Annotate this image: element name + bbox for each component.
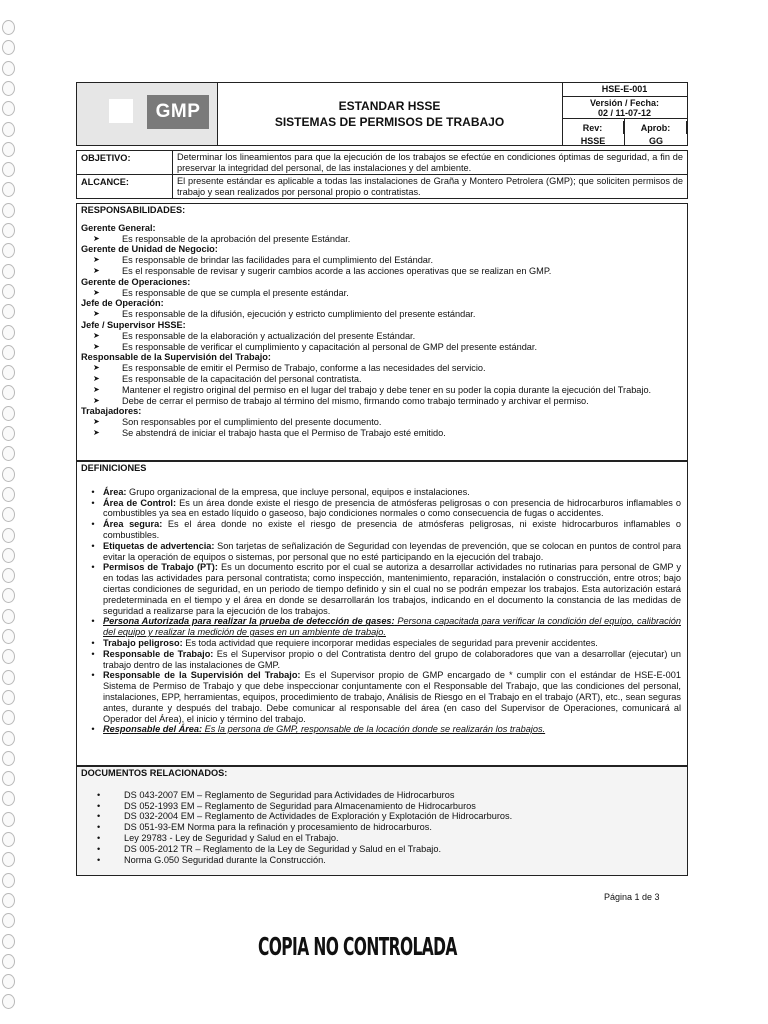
binder-ring-icon bbox=[2, 122, 15, 137]
binder-ring-icon bbox=[2, 426, 15, 441]
binder-rings bbox=[2, 20, 16, 1020]
binder-ring-icon bbox=[2, 487, 15, 502]
version-cell bbox=[562, 97, 687, 119]
definition-term: Etiquetas de advertencia: bbox=[103, 540, 215, 551]
binder-ring-icon bbox=[2, 264, 15, 279]
binder-ring-icon bbox=[2, 731, 15, 746]
title-line-2: SISTEMAS DE PERMISOS DE TRABAJO bbox=[274, 115, 505, 129]
page-number: Página 1 de 3 bbox=[604, 892, 660, 902]
bullet-icon: • bbox=[91, 670, 95, 681]
aprob-label: Aprob: bbox=[625, 121, 687, 134]
binder-ring-icon bbox=[2, 812, 15, 827]
rev-value: HSSE bbox=[580, 136, 606, 146]
binder-ring-icon bbox=[2, 345, 15, 360]
binder-ring-icon bbox=[2, 325, 15, 340]
role-name: Jefe de Operación: bbox=[81, 298, 164, 309]
binder-ring-icon bbox=[2, 81, 15, 96]
bullet-icon: • bbox=[91, 616, 95, 627]
objetivo-text: Determinar los lineamientos para que la ejecución de los trabajos se efectúe en condiciones óptimas de seguridad, a fin de preservar la integridad del personal, de las instalaciones y del ambiente. bbox=[177, 152, 683, 173]
bullet-icon: • bbox=[91, 724, 95, 735]
documents-list bbox=[77, 790, 687, 866]
documentos-section bbox=[76, 766, 688, 876]
definition-term: Responsable de la Supervisión del Trabajo: bbox=[103, 670, 301, 681]
role-name: Trabajadores: bbox=[81, 406, 142, 417]
roles-list bbox=[77, 223, 687, 439]
binder-ring-icon bbox=[2, 690, 15, 705]
bullet-icon: • bbox=[91, 497, 95, 508]
definition-text: Es el Supervisor propio o del Contratista dentro del grupo de colaboradores que van a desarrollar (ejecutar) un trabajo dentro de las instalaciones de GMP. bbox=[103, 648, 681, 670]
binder-ring-icon bbox=[2, 446, 15, 461]
list-item bbox=[77, 288, 687, 299]
alcance-text: El presente estándar es aplicable a todas las instalaciones de Graña y Montero Petrolera (GMP); que soliciten permisos de trabajo y sean realizados por personal propio o contratistas. bbox=[177, 176, 683, 197]
document-text: DS 051-93-EM Norma para la refinación y procesamiento de hidrocarburos. bbox=[124, 822, 432, 833]
definition-term: Permisos de Trabajo (PT): bbox=[103, 562, 218, 573]
binder-ring-icon bbox=[2, 934, 15, 949]
definition-term: Área de Control: bbox=[103, 497, 177, 508]
bullet-icon: • bbox=[91, 637, 95, 648]
list-item bbox=[77, 385, 687, 396]
bullet-icon: • bbox=[97, 843, 101, 854]
definition-item bbox=[77, 649, 687, 671]
arrow-bullet-icon: ➤ bbox=[93, 384, 100, 394]
bullet-icon: • bbox=[91, 648, 95, 659]
aprob-value: GG bbox=[648, 136, 663, 146]
list-item-text: Es responsable de verificar el cumplimiento y capacitación al personal de GMP del presente estándar. bbox=[122, 341, 538, 352]
definition-text: Es un área donde existe el riesgo de presencia de atmósferas peligrosas o con presencia de hidrocarburos inflamables o combustibles ya sea en estado líquido o gaseoso, bajo condiciones normales o como consecuencia de fugas o accidentes. bbox=[103, 497, 681, 519]
bullet-icon: • bbox=[97, 854, 101, 865]
document-item bbox=[77, 790, 687, 801]
binder-ring-icon bbox=[2, 791, 15, 806]
binder-ring-icon bbox=[2, 629, 15, 644]
company-logo bbox=[77, 83, 218, 145]
binder-ring-icon bbox=[2, 852, 15, 867]
list-item-text: Es responsable de que se cumpla el presente estándar. bbox=[122, 287, 349, 298]
binder-ring-icon bbox=[2, 528, 15, 543]
binder-ring-icon bbox=[2, 40, 15, 55]
binder-ring-icon bbox=[2, 609, 15, 624]
list-item bbox=[77, 331, 687, 342]
arrow-bullet-icon: ➤ bbox=[93, 309, 100, 319]
definition-text: Es un documento escrito por el cual se autoriza a desarrollar actividades no rutinarias para personal de GMP y en todas las actividades para personal contratista; como inspección, mantenimiento, reparación, instalación o construcción, entre otros; bajo ciertas condiciones de seguridad, en un periodo de tiempo definido y sin el cual no se podrán empezar los trabajos. Esta autorización estará predeterminada en el tiempo y el área en donde se desarrollarán los trabajos, indicando en el documento la constancia de las medidas de seguridad a realizarse para la ejecución de los trabajos. bbox=[103, 562, 681, 616]
definition-term: Trabajo peligroso: bbox=[103, 637, 183, 648]
bullet-icon: • bbox=[97, 811, 101, 822]
definition-item bbox=[77, 541, 687, 563]
bullet-icon: • bbox=[97, 832, 101, 843]
role-name: Responsable de la Supervisión del Trabajo: bbox=[81, 352, 271, 363]
binder-ring-icon bbox=[2, 832, 15, 847]
binder-ring-icon bbox=[2, 913, 15, 928]
list-item-text: Es responsable de la elaboración y actualización del presente Estándar. bbox=[122, 330, 416, 341]
binder-ring-icon bbox=[2, 771, 15, 786]
document-item bbox=[77, 811, 687, 822]
definition-item bbox=[77, 638, 687, 649]
list-item-text: Es responsable de brindar las facilidades para el cumplimiento del Estándar. bbox=[122, 255, 434, 266]
definition-text: Grupo organizacional de la empresa, que incluye personal, equipos e instalaciones. bbox=[126, 486, 470, 497]
binder-ring-icon bbox=[2, 568, 15, 583]
document-text: DS 032-2004 EM – Reglamento de Actividades de Exploración y Explotación de Hidrocarburos. bbox=[124, 811, 513, 822]
definition-item bbox=[77, 724, 687, 735]
documentos-title: DOCUMENTOS RELACIONADOS: bbox=[81, 768, 228, 778]
list-item bbox=[77, 266, 687, 277]
objetivo-label: OBJETIVO: bbox=[77, 151, 173, 174]
arrow-bullet-icon: ➤ bbox=[93, 255, 100, 265]
list-item-text: Es responsable de emitir el Permiso de Trabajo, conforme a las necesidades del servicio. bbox=[122, 363, 486, 374]
bullet-icon: • bbox=[97, 822, 101, 833]
list-item-text: Es el responsable de revisar y sugerir cambios acorde a las acciones operativas que se realizan en GMP. bbox=[122, 265, 552, 276]
copy-stamp: COPIA NO CONTROLADA bbox=[258, 932, 457, 961]
arrow-bullet-icon: ➤ bbox=[93, 417, 100, 427]
definition-text: Es la persona de GMP, responsable de la locación donde se realizarán los trabajos. bbox=[202, 724, 546, 735]
document-code: HSE-E-001 bbox=[562, 83, 687, 97]
definition-text: Es el Supervisor propio de GMP encargado de * cumplir con el estándar de HSE-E-001 Sistema de Permiso de Trabajo y que debe inspeccionar conjuntamente con el Responsable del Trabajo, que las condiciones del personal, instalaciones, EPP, herramientas, equipos, procedimiento de trabajo, Análisis de Riesgo en el Trabajo en el trabajo (ART), etc., sean seguras antes, durante y después del trabajo. Debe comunicar al responsable del área (en caso del Supervisor de Operaciones, comunicará al Operador del Área), el inicio y término del trabajo. bbox=[103, 670, 681, 724]
definition-text: Persona capacitada para verificar la condición del equipo, calibración del equipo y realizar la medición de gases en un ambiente de trabajo. bbox=[103, 616, 681, 638]
document-text: DS 043-2007 EM – Reglamento de Seguridad para Actividades de Hidrocarburos bbox=[124, 789, 455, 800]
document-text: Norma G.050 Seguridad durante la Construcción. bbox=[124, 854, 326, 865]
definition-item bbox=[77, 519, 687, 541]
document-text: Ley 29783 - Ley de Seguridad y Salud en el Trabajo. bbox=[124, 832, 339, 843]
document-meta bbox=[562, 83, 687, 145]
list-item-text: Es responsable de la difusión, ejecución y estricto cumplimiento del presente estándar. bbox=[122, 309, 476, 320]
binder-ring-icon bbox=[2, 954, 15, 969]
binder-ring-icon bbox=[2, 670, 15, 685]
role-name: Gerente de Unidad de Negocio: bbox=[81, 244, 218, 255]
binder-ring-icon bbox=[2, 365, 15, 380]
definition-term: Responsable del Área: bbox=[103, 724, 203, 735]
definition-item bbox=[77, 487, 687, 498]
binder-ring-icon bbox=[2, 873, 15, 888]
list-item bbox=[77, 309, 687, 320]
arrow-bullet-icon: ➤ bbox=[93, 427, 100, 437]
binder-ring-icon bbox=[2, 974, 15, 989]
list-item bbox=[77, 342, 687, 353]
binder-ring-icon bbox=[2, 304, 15, 319]
list-item bbox=[77, 417, 687, 428]
version-label: Versión / Fecha: bbox=[589, 98, 660, 108]
binder-ring-icon bbox=[2, 61, 15, 76]
alcance-label: ALCANCE: bbox=[77, 175, 173, 198]
document-title bbox=[217, 83, 563, 145]
bullet-icon: • bbox=[97, 800, 101, 811]
document-item bbox=[77, 855, 687, 866]
document-text: DS 005-2012 TR – Reglamento de la Ley de Seguridad y Salud en el Trabajo. bbox=[124, 843, 442, 854]
definition-item bbox=[77, 498, 687, 520]
binder-ring-icon bbox=[2, 284, 15, 299]
list-item-text: Mantener el registro original del permiso en el lugar del trabajo y debe tener en su poder la copia durante la ejecución del Trabajo. bbox=[122, 384, 652, 395]
binder-ring-icon bbox=[2, 994, 15, 1009]
list-item bbox=[77, 374, 687, 385]
role-name: Gerente General: bbox=[81, 222, 156, 233]
definiciones-section bbox=[76, 461, 688, 766]
definition-item bbox=[77, 616, 687, 638]
bullet-icon: • bbox=[97, 789, 101, 800]
objective-scope-table bbox=[76, 150, 688, 199]
arrow-bullet-icon: ➤ bbox=[93, 395, 100, 405]
arrow-bullet-icon: ➤ bbox=[93, 341, 100, 351]
list-item bbox=[77, 234, 687, 245]
binder-ring-icon bbox=[2, 203, 15, 218]
binder-ring-icon bbox=[2, 406, 15, 421]
arrow-bullet-icon: ➤ bbox=[93, 265, 100, 275]
binder-ring-icon bbox=[2, 162, 15, 177]
definition-term: Responsable de Trabajo: bbox=[103, 648, 214, 659]
arrow-bullet-icon: ➤ bbox=[93, 373, 100, 383]
definition-term: Persona Autorizada para realizar la prueba de detección de gases: bbox=[103, 616, 395, 627]
responsabilidades-section bbox=[76, 203, 688, 461]
bullet-icon: • bbox=[91, 486, 95, 497]
bullet-icon: • bbox=[91, 540, 95, 551]
definition-item bbox=[77, 670, 687, 724]
binder-ring-icon bbox=[2, 101, 15, 116]
binder-ring-icon bbox=[2, 548, 15, 563]
binder-ring-icon bbox=[2, 507, 15, 522]
binder-ring-icon bbox=[2, 223, 15, 238]
binder-ring-icon bbox=[2, 649, 15, 664]
rev-label: Rev: bbox=[562, 121, 624, 134]
definition-term: Área: bbox=[103, 486, 127, 497]
binder-ring-icon bbox=[2, 467, 15, 482]
document-text: DS 052-1993 EM – Reglamento de Seguridad para Almacenamiento de Hidrocarburos bbox=[124, 800, 476, 811]
logo-square-icon bbox=[109, 99, 133, 123]
definition-text: Es toda actividad que requiere incorporar medidas especiales de seguridad para prevenir accidentes. bbox=[182, 637, 598, 648]
document-item bbox=[77, 822, 687, 833]
list-item bbox=[77, 428, 687, 439]
document-header bbox=[76, 82, 688, 146]
bullet-icon: • bbox=[91, 519, 95, 530]
binder-ring-icon bbox=[2, 142, 15, 157]
binder-ring-icon bbox=[2, 710, 15, 725]
definition-term: Área segura: bbox=[103, 519, 163, 530]
role-name: Gerente de Operaciones: bbox=[81, 276, 191, 287]
list-item-text: Es responsable de la aprobación del presente Estándar. bbox=[122, 233, 351, 244]
list-item bbox=[77, 363, 687, 374]
list-item-text: Son responsables por el cumplimiento del presente documento. bbox=[122, 417, 382, 428]
binder-ring-icon bbox=[2, 20, 15, 35]
list-item bbox=[77, 396, 687, 407]
role-name: Jefe / Supervisor HSSE: bbox=[81, 319, 186, 330]
title-line-1: ESTANDAR HSSE bbox=[338, 99, 441, 113]
definiciones-title: DEFINICIONES bbox=[81, 463, 147, 473]
definition-text: Son tarjetas de señalización de Seguridad con leyendas de prevención, que se colocan en puntos de control para evitar la operación de equipos o sistemas, por personal que no esté participando en la ejecución del trabajo. bbox=[103, 540, 681, 562]
binder-ring-icon bbox=[2, 588, 15, 603]
arrow-bullet-icon: ➤ bbox=[93, 330, 100, 340]
logo-text: GMP bbox=[147, 95, 209, 129]
list-item-text: Debe de cerrar el permiso de trabajo al término del mismo, firmando como trabajo terminado y archivar el permiso. bbox=[122, 395, 589, 406]
bullet-icon: • bbox=[91, 562, 95, 573]
binder-ring-icon bbox=[2, 385, 15, 400]
definitions-list bbox=[77, 487, 687, 735]
definition-item bbox=[77, 562, 687, 616]
responsabilidades-title: RESPONSABILIDADES: bbox=[81, 205, 186, 215]
binder-ring-icon bbox=[2, 893, 15, 908]
binder-ring-icon bbox=[2, 182, 15, 197]
list-item-text: Se abstendrá de iniciar el trabajo hasta que el Permiso de Trabajo esté emitido. bbox=[122, 427, 446, 438]
binder-ring-icon bbox=[2, 243, 15, 258]
document-item bbox=[77, 833, 687, 844]
version-value: 02 / 11-07-12 bbox=[597, 108, 652, 118]
binder-ring-icon bbox=[2, 751, 15, 766]
arrow-bullet-icon: ➤ bbox=[93, 363, 100, 373]
rev-cell bbox=[562, 119, 625, 145]
list-item bbox=[77, 255, 687, 266]
definition-text: Es el área donde no existe el riesgo de presencia de atmósferas peligrosas, ni existe hidrocarburos inflamables o combustibles. bbox=[103, 519, 681, 540]
arrow-bullet-icon: ➤ bbox=[93, 287, 100, 297]
aprob-cell bbox=[625, 119, 687, 145]
arrow-bullet-icon: ➤ bbox=[93, 233, 100, 243]
document-item bbox=[77, 801, 687, 812]
list-item-text: Es responsable de la capacitación del personal contratista. bbox=[122, 373, 362, 384]
document-item bbox=[77, 844, 687, 855]
